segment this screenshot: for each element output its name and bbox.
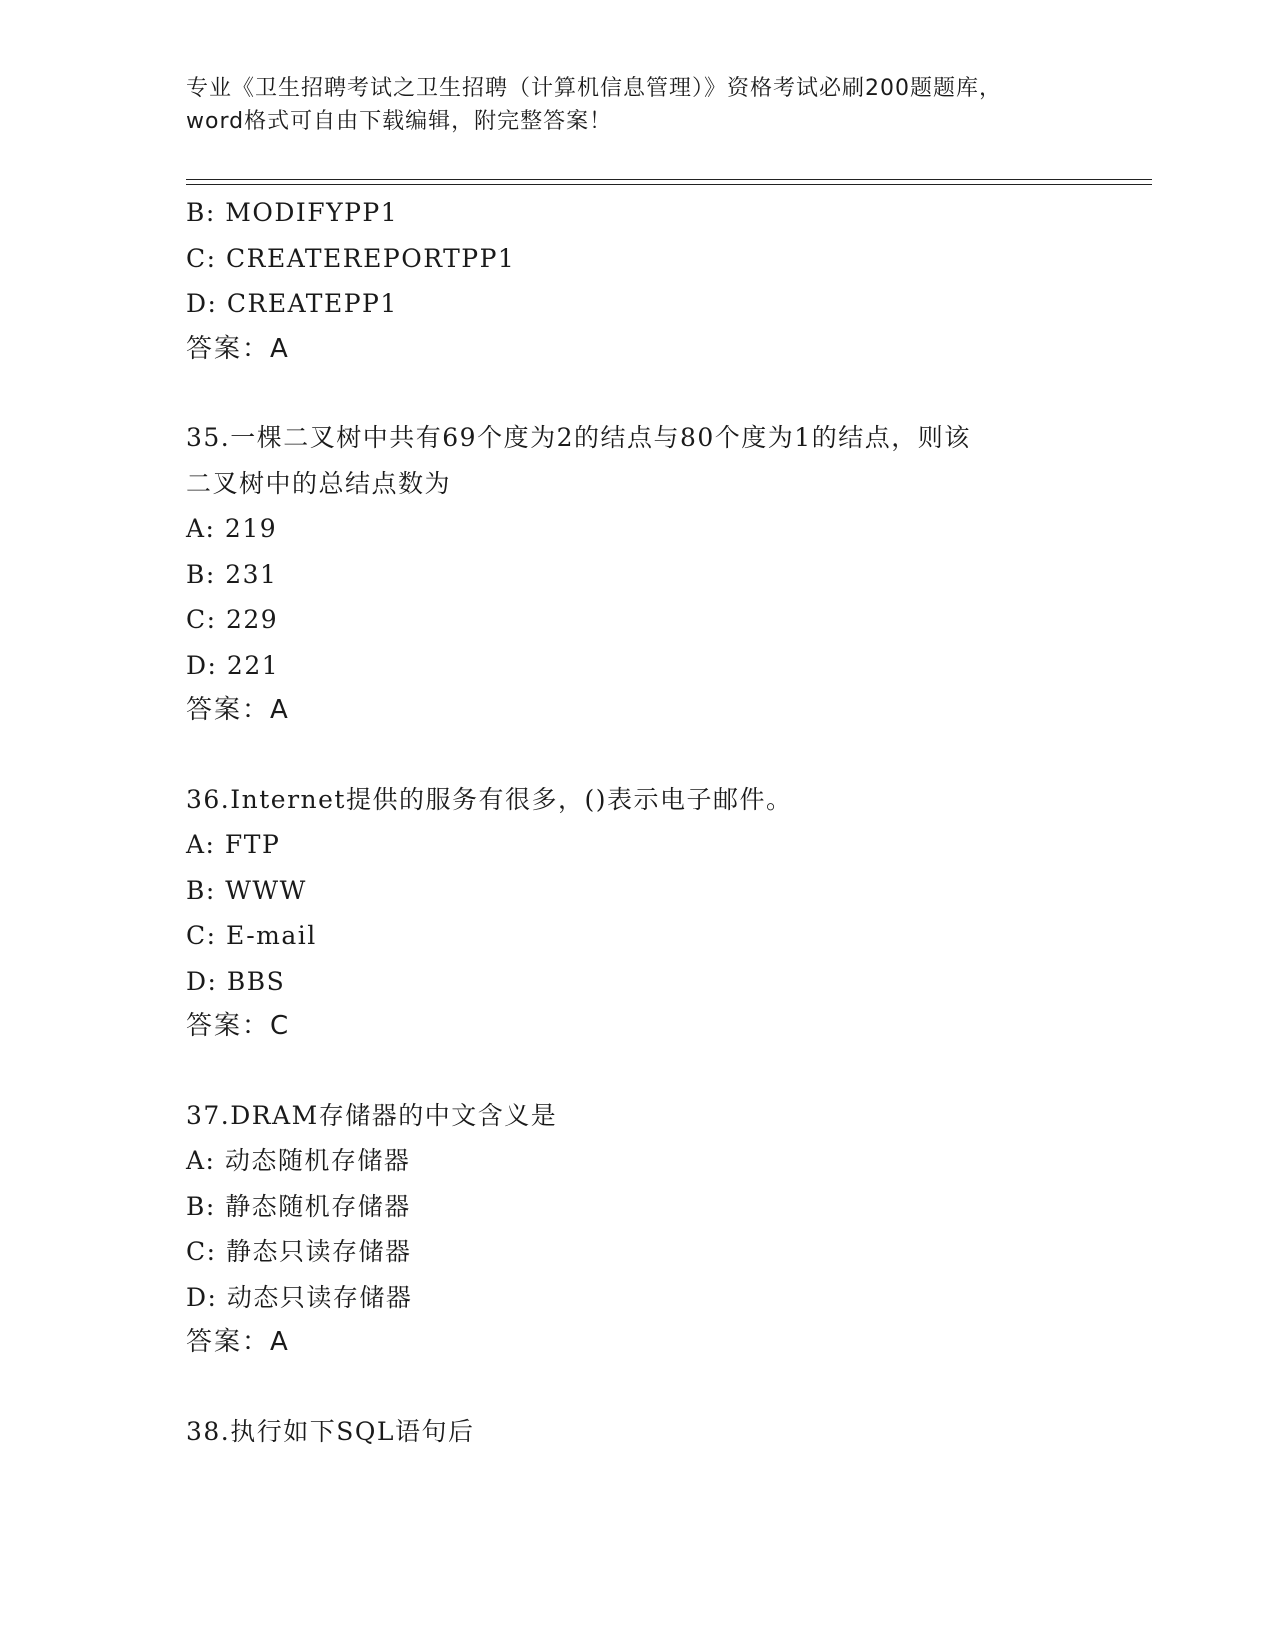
question-stem-continued: 二叉树中的总结点数为 xyxy=(186,468,452,498)
option-c: C: E-mail xyxy=(186,921,317,950)
header-divider-top xyxy=(186,179,1152,180)
question-stem: 38.执行如下SQL语句后 xyxy=(186,1416,475,1446)
question-stem: 36.Internet提供的服务有很多，()表示电子邮件。 xyxy=(186,784,793,814)
question-34-continued xyxy=(186,190,1152,372)
question-35 xyxy=(186,415,1152,734)
answer: 答案：A xyxy=(186,333,290,364)
question-stem: 35.一棵二叉树中共有69个度为2的结点与80个度为1的结点，则该 xyxy=(186,423,971,452)
option-c: C: 229 xyxy=(186,605,279,634)
option-d: D: BBS xyxy=(186,966,286,996)
option-a: A: 219 xyxy=(186,514,278,543)
answer: 答案：A xyxy=(186,1327,290,1357)
option-d: D: CREATEPP1 xyxy=(186,289,398,318)
document-header xyxy=(186,72,1086,138)
option-a: A: FTP xyxy=(186,830,281,859)
option-c: C: CREATEREPORTPP1 xyxy=(186,243,516,273)
header-divider-bottom xyxy=(186,184,1152,185)
question-38 xyxy=(186,1409,1152,1455)
option-b: B: MODIFYPP1 xyxy=(186,198,399,227)
option-b: B: 静态随机存储器 xyxy=(186,1191,411,1221)
option-d: D: 动态只读存储器 xyxy=(186,1282,413,1312)
option-b: B: WWW xyxy=(186,875,307,905)
option-c: C: 静态只读存储器 xyxy=(186,1237,412,1266)
question-37 xyxy=(186,1093,1152,1366)
header-line-1: 专业《卫生招聘考试之卫生招聘（计算机信息管理）》资格考试必刷200题题库， xyxy=(186,76,1002,101)
option-b: B: 231 xyxy=(186,559,278,589)
question-stem: 37.DRAM存储器的中文含义是 xyxy=(186,1100,558,1130)
answer: 答案：C xyxy=(186,1011,291,1041)
header-line-2: word格式可自由下载编辑，附完整答案！ xyxy=(186,109,613,134)
answer: 答案：A xyxy=(186,695,290,725)
question-list xyxy=(186,190,1152,1454)
question-36 xyxy=(186,777,1152,1050)
option-d: D: 221 xyxy=(186,650,280,680)
option-a: A: 动态随机存储器 xyxy=(186,1146,411,1175)
